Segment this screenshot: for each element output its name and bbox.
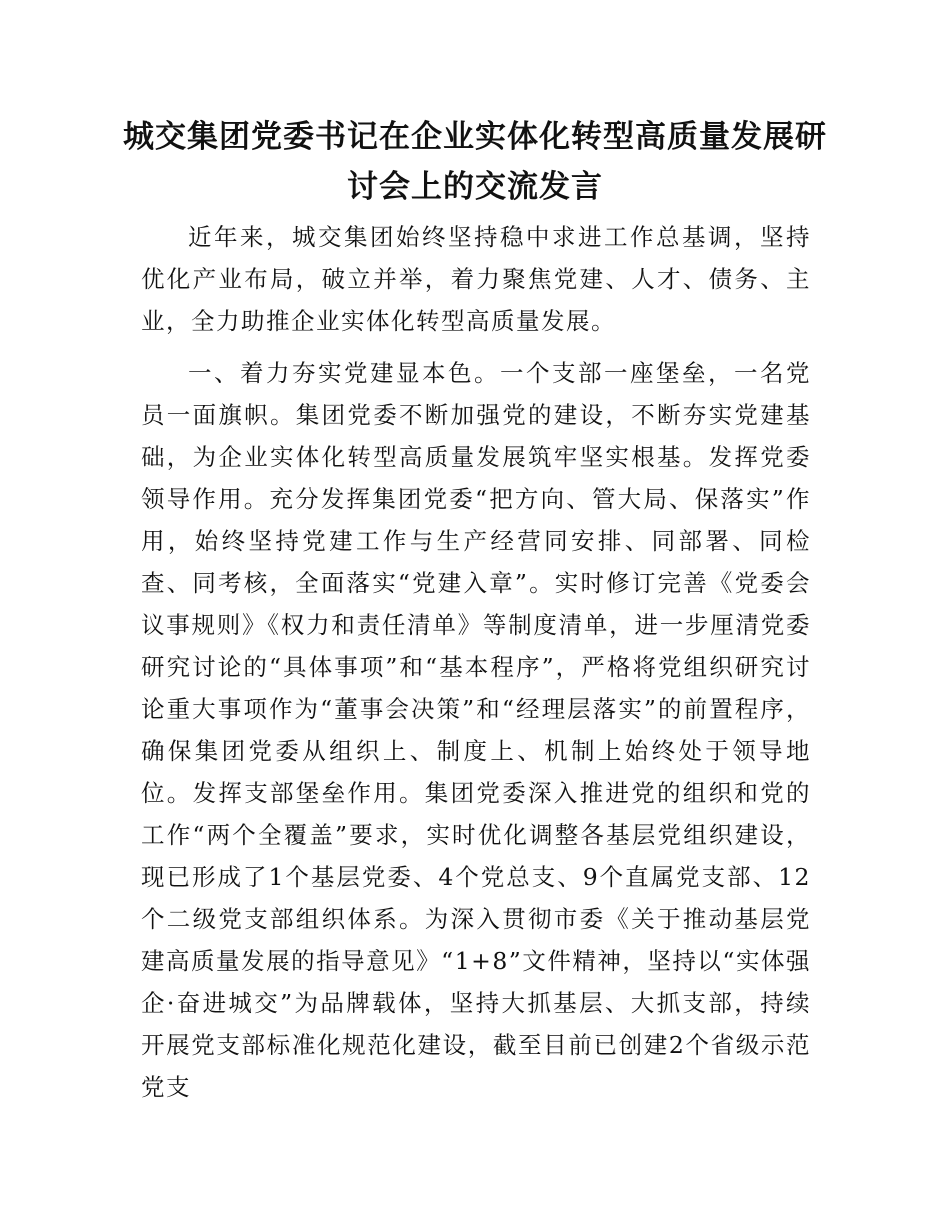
paragraph-intro: 近年来，城交集团始终坚持稳中求进工作总基调，坚持优化产业布局，破立并举，着力聚焦党建、人才、债务、主业，全力助推企业实体化转型高质量发展。 — [141, 223, 811, 335]
document-title: 城交集团党委书记在企业实体化转型高质量发展研讨会上的交流发言 — [123, 119, 827, 205]
paragraph-section-one: 一、着力夯实党建显本色。一个支部一座堡垒，一名党员一面旗帜。集团党委不断加强党的建设，不断夯实党建基础，为企业实体化转型高质量发展筑牢坚实根基。发挥党委领导作用。充分发挥集团党委“把方向、管大局、保落实”作用，始终坚持党建工作与生产经营同安排、同部署、同检查、同考核，全面落实“党建入章”。实时修订完善《党委会议事规则》《权力和责任清单》等制度清单，进一步厘清党委研究讨论的“具体事项”和“基本程序”，严格将党组织研究讨论重大事项作为“董事会决策”和“经理层落实”的前置程序，确保集团党委从组织上、制度上、机制上始终处于领导地位。发挥支部堡垒作用。集团党委深入推进党的组织和党的工作“两个全覆盖”要求，实时优化调整各基层党组织建设，现已形成了1个基层党委、4个党总支、9个直属党支部、12个二级党支部组织体系。为深入贯彻市委《关于推动基层党建高质量发展的指导意见》“1+8”文件精神，坚持以“实体强企·奋进城交”为品牌载体，坚持大抓基层、大抓支部，持续开展党支部标准化规范化建设，截至目前已创建2个省级示范党支 — [141, 359, 811, 1101]
document-body — [141, 216, 811, 1108]
